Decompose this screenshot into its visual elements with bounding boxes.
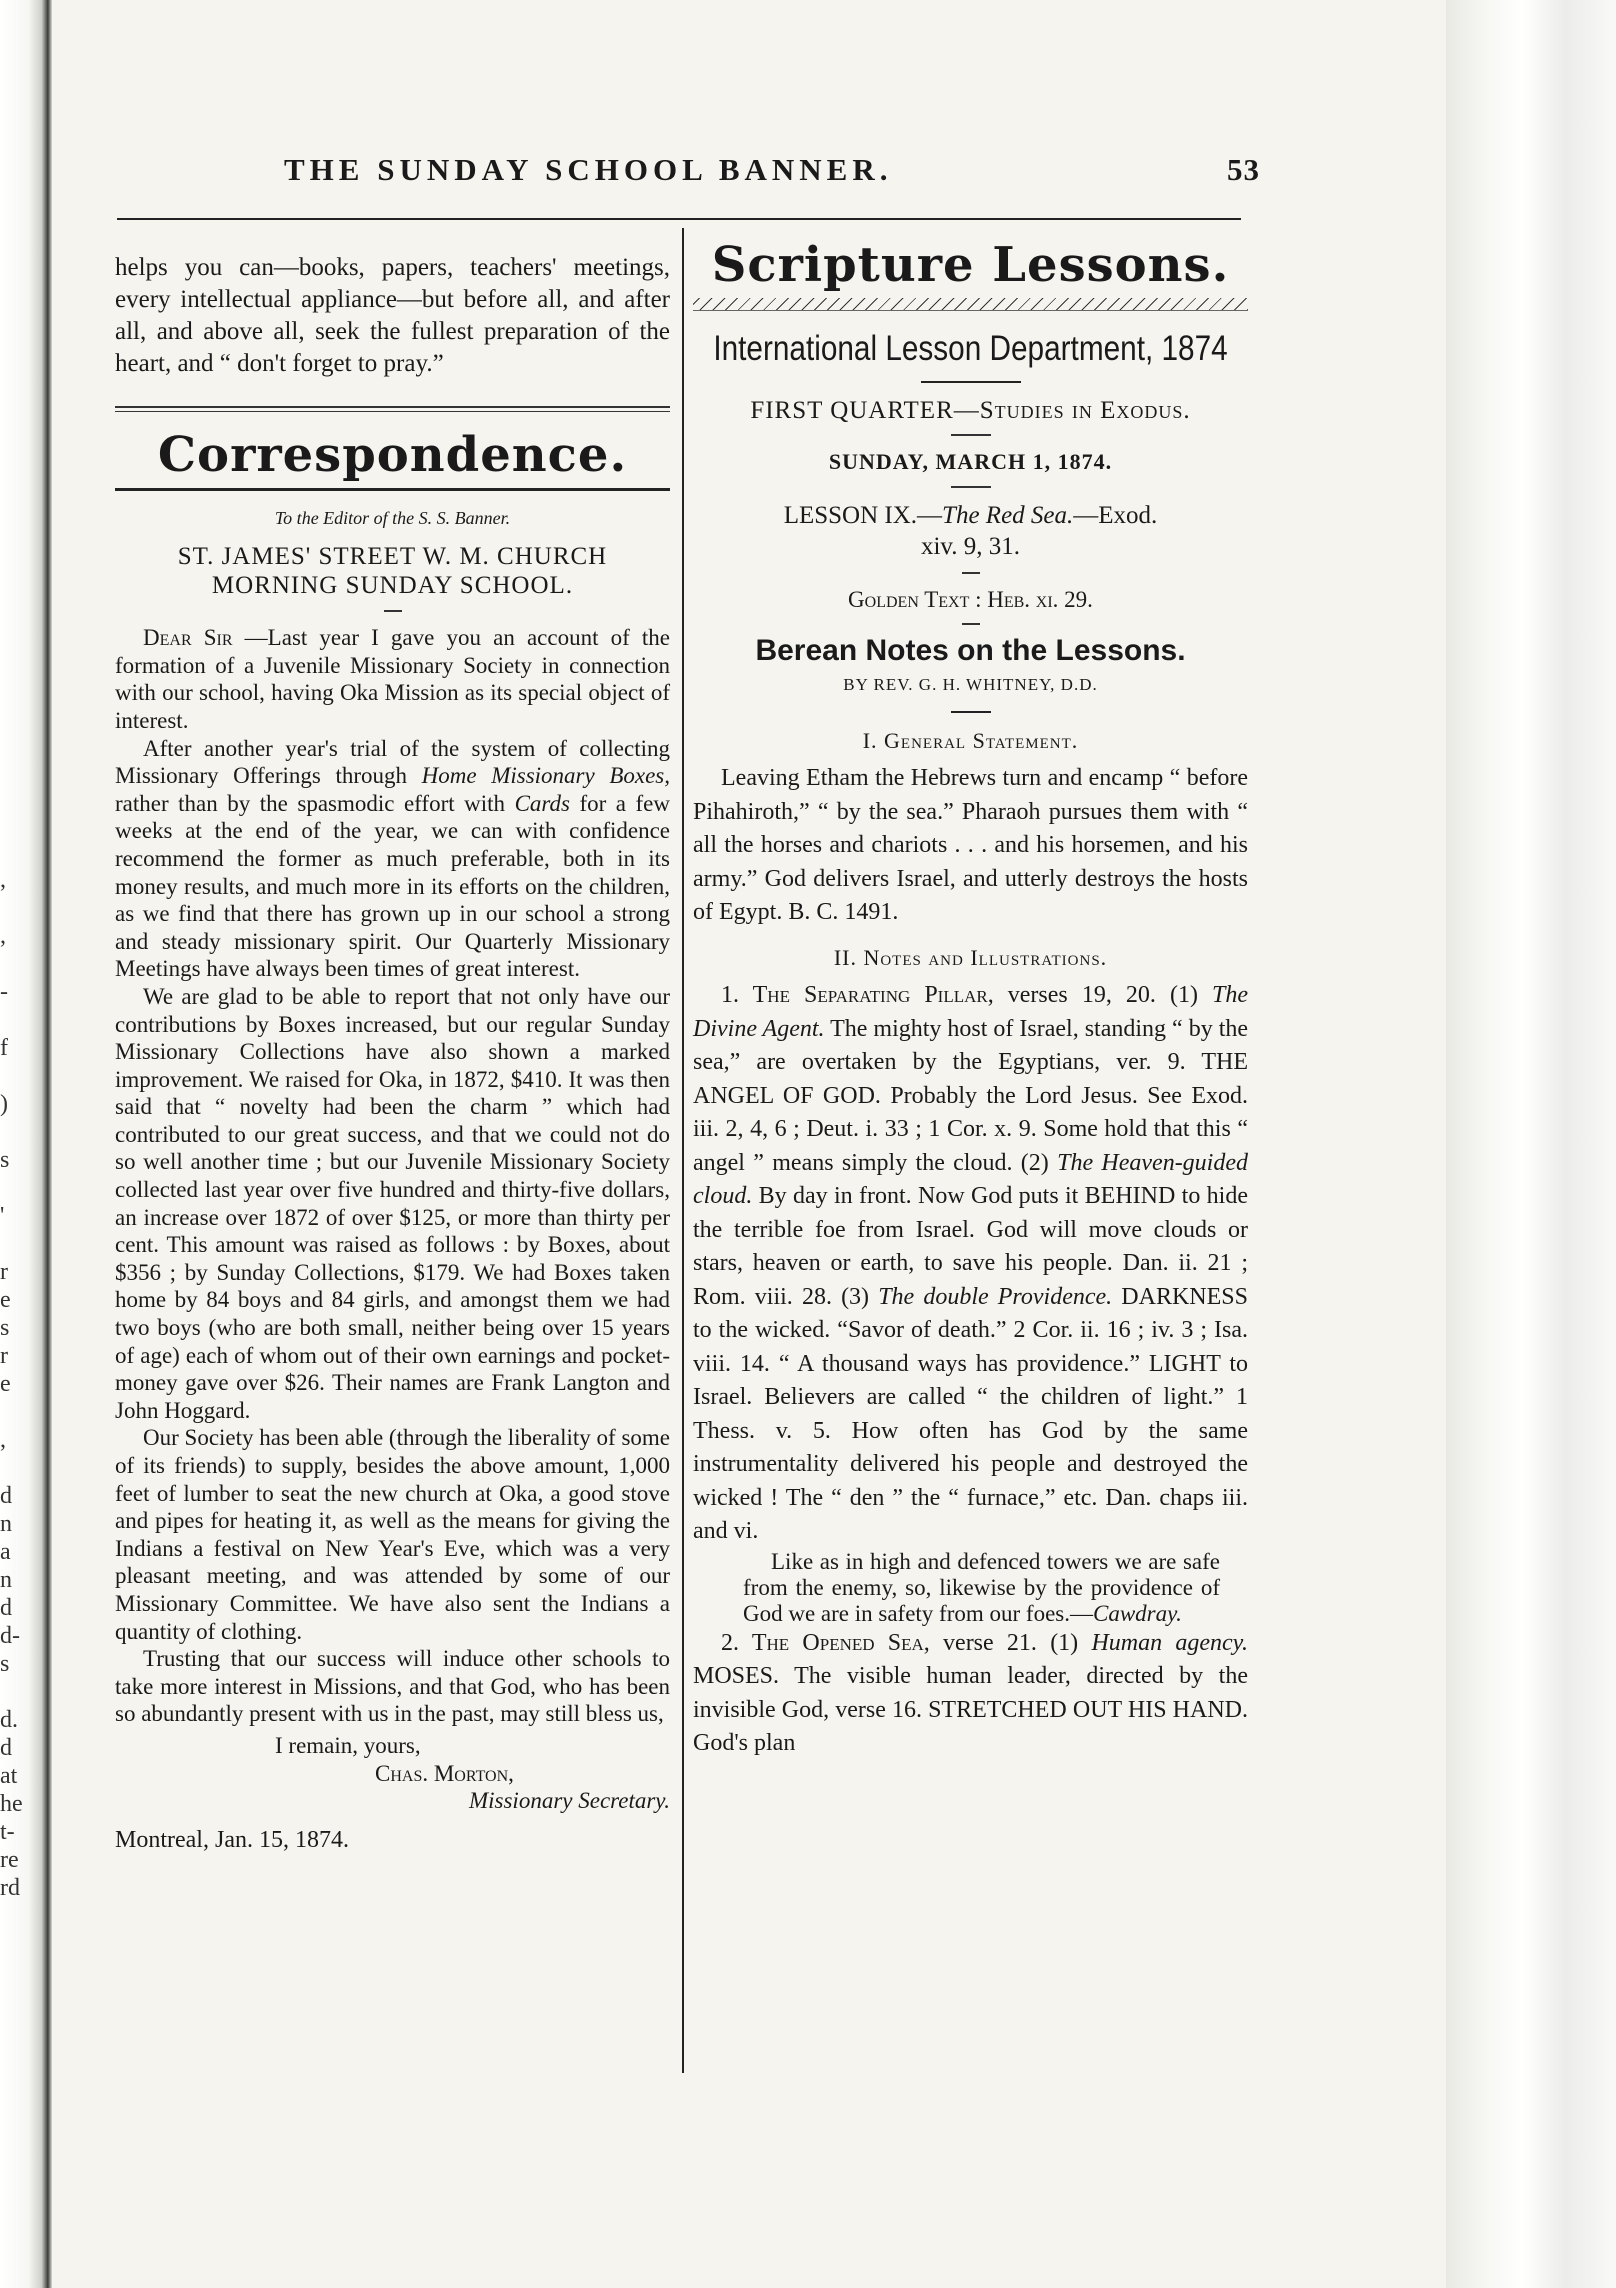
bleed-glyph: s [0, 1651, 10, 1677]
bleed-glyph [0, 530, 18, 558]
bleed-glyph: s [0, 1147, 10, 1173]
quarter-subtitle: —Studies in Exodus. [953, 396, 1191, 424]
intro-paragraph: helps you can—books, papers, teachers' meetings, every intellectual appliance—but before all, and after all, and above all, seek the fullest preparation of the heart, and “ don't forget to pray.” [115, 254, 670, 377]
bleed-glyph: a [0, 1539, 11, 1565]
dash-1 [951, 434, 991, 436]
golden-text: Golden Text : Heb. xi. 29. [848, 586, 1093, 612]
dash-5 [951, 711, 991, 713]
note-2-t1: MOSES. The visible human leader, directed by the invisible God, verse 16. STRETCHED OUT HIS HAND. God's plan [693, 1663, 1248, 1757]
signature: Chas. Morton, [375, 1760, 514, 1786]
bleed-glyph: ) [0, 1091, 8, 1117]
general-statement-text: Leaving Etham the Hebrews turn and encamp “ before Pihahiroth,” “ by the sea.” Pharaoh pursues them with “ all the horses and chariots . . . and his horsemen, and his army.” God delivers Israel, and utterly destroys the hosts of Egypt. B. C. 1491. [693, 765, 1248, 926]
bleed-glyph: at [0, 1763, 18, 1789]
note-1-heading: 1. The Separating Pillar, [721, 982, 994, 1009]
adjacent-page-bleed [0, 110, 23, 2110]
correspondence-heading: Correspondence. [157, 427, 628, 483]
bleed-glyph: n [0, 1511, 12, 1537]
bleed-glyph [0, 1062, 18, 1090]
closing-line: I remain, yours, [275, 1732, 421, 1758]
note-1-em2: The Heaven-guided cloud. [693, 1149, 1249, 1210]
note-1-em1: The Divine Agent. [693, 982, 1249, 1042]
letter-para-2-em2: Cards [514, 790, 570, 816]
bleed-glyph: r [0, 1343, 8, 1369]
note-1 [693, 979, 1248, 1549]
lesson-number: LESSON IX.— [783, 501, 943, 529]
dash-4 [962, 623, 980, 625]
bleed-glyph: re [0, 1847, 19, 1873]
lesson-book: —Exod. [1073, 501, 1158, 529]
quote-author: Cawdray. [1093, 1600, 1182, 1626]
scan-right-edge [1446, 0, 1616, 2288]
bleed-glyph [0, 698, 18, 726]
right-column [693, 237, 1249, 1761]
byline: BY REV. G. H. WHITNEY, D.D. [843, 674, 1098, 694]
bleed-glyph [0, 306, 18, 334]
bleed-glyph: r [0, 1259, 8, 1285]
bleed-glyph: , [0, 1427, 6, 1453]
bleed-glyph [0, 950, 18, 978]
bleed-glyph: e [0, 1371, 11, 1397]
cawdray-quote [693, 1549, 1248, 1627]
page-number: 53 [1227, 152, 1260, 187]
letter-para-2 [115, 735, 670, 983]
bleed-glyph: d [0, 1595, 12, 1621]
bleed-glyph [0, 754, 18, 782]
column-divider [682, 228, 684, 2073]
signature-title: Missionary Secretary. [468, 1788, 670, 1814]
header-title: THE SUNDAY SCHOOL BANNER. [284, 152, 893, 187]
letter-para-2-b: rather than by the spasmodic effort with [115, 790, 515, 816]
bleed-glyph: d [0, 1483, 12, 1509]
bleed-glyph [0, 390, 18, 418]
note-1-t3: DARKNESS to the wicked. “Savor of death.” 2 Cor. ii. 16 ; iv. 3 ; Isa. viii. 14. “ A thousand ways has providence.” LIGHT to Israel. Believers are called “ the children of light.” 1 Thess. v. 5. How often has God by the same instrumentality delivered his people and destroyed the wicked ! The “ den ” the “ furnace,” etc. Dan. chaps iii. and vi. [693, 1283, 1248, 1545]
letter-para-2-a: After another year's trial of the system of collecting Missionary Offerings through [115, 735, 670, 789]
bleed-glyph [0, 474, 18, 502]
letter-para-3: We are glad to be able to report that not only have our contributions by Boxes increased, but our regular Sunday Missionary Collections have also shown a marked improvement. We raised for Oka, in 1872, $410. It was then said that “ novelty had been the charm ” which had contributed to our great success, and that we could not do so well another time ; but our Juvenile Missionary Society collected last year over five hundred and thirty-five dollars, an increase over 1872 of over $125, or more than thirty per cent. This amount was raised as follows : by Boxes, about $356 ; by Sunday Collections, $179. We had Boxes taken home by 84 boys and 84 girls, and amongst them we had two boys (who are both small, neither being over 15 years of age) each of whom out of their own earnings and pocket-money gave over $26. Their names are Frank Langton and John Hoggard. [115, 983, 670, 1423]
department-heading: International Lesson Department, 1874 [713, 328, 1228, 368]
bleed-glyph: ' [0, 1203, 5, 1229]
bleed-glyph [0, 138, 18, 166]
bleed-glyph [0, 362, 18, 390]
bleed-glyph [0, 1118, 18, 1146]
church-line-2: MORNING SUNDAY SCHOOL. [211, 572, 574, 600]
note-2-heading: 2. The Opened Sea, [721, 1629, 930, 1656]
bleed-glyph [0, 278, 18, 306]
bleed-glyph [0, 894, 18, 922]
note-2-ref: verse 21. (1) [929, 1629, 1092, 1656]
bleed-glyph: e [0, 1287, 11, 1313]
bleed-glyph: he [0, 1791, 23, 1817]
bleed-glyph: n [0, 1567, 12, 1593]
bleed-glyph [0, 614, 18, 642]
bleed-glyph [0, 726, 18, 754]
lesson-title [693, 500, 1248, 562]
quote-text: Like as in high and defenced towers we are safe from the enemy, so, likewise by the providence of God we are in safety from our foes.— [743, 1548, 1220, 1626]
bleed-glyph [0, 446, 18, 474]
running-header [230, 152, 1260, 198]
bleed-glyph: t- [0, 1819, 15, 1845]
bleed-glyph [0, 642, 18, 670]
section-rule [115, 488, 670, 491]
letter-para-5: Trusting that our success will induce other schools to take more interest in Missions, and that God, who has been so abundantly present with us in the past, may still bless us, [115, 1646, 670, 1727]
bleed-glyph [0, 586, 18, 614]
bleed-glyph [0, 838, 18, 866]
bleed-glyph [0, 502, 18, 530]
bleed-glyph [0, 670, 18, 698]
quarter-line [693, 397, 1248, 425]
sunday-date: SUNDAY, MARCH 1, 1874. [828, 449, 1113, 475]
bleed-glyph [0, 110, 18, 138]
dash-2 [951, 486, 991, 488]
header-rule [117, 218, 1241, 220]
church-heading [115, 542, 670, 600]
bleed-glyph: d. [0, 1707, 18, 1733]
double-rule [115, 406, 670, 412]
note-2 [693, 1627, 1248, 1761]
bleed-glyph: d- [0, 1623, 20, 1649]
note-2-em1: Human agency. [1091, 1629, 1248, 1656]
berean-notes-heading: Berean Notes on the Lessons. [755, 634, 1186, 668]
quarter-label: FIRST QUARTER [750, 396, 954, 424]
bleed-glyph: f [0, 1035, 8, 1061]
note-1-t1: The mighty host of Israel, standing “ by the sea,” are overtaken by the Egyptians, ver. 9. THE ANGEL OF GOD. Probably the Lord Jesus. See Exod. iii. 2, 4, 6 ; Deut. i. 33 ; 1 Cor. x. 9. Some hold that this “ angel ” means simply the cloud. (2) [693, 1015, 1249, 1176]
lesson-reference: xiv. 9, 31. [920, 532, 1021, 560]
note-1-ref: verses 19, 20. (1) [993, 982, 1213, 1009]
bleed-glyph: d [0, 1735, 12, 1761]
letter-para-2-c: for a few weeks at the end of the year, we can with confidence recommend the former as much preferable, both in its money results, and much more in its efforts on the children, as we find that there has grown up in our school a strong and steady missionary spirit. Our Quarterly Missionary Meetings have always been times of great interest. [115, 790, 670, 982]
to-editor-line: To the Editor of the S. S. Banner. [274, 507, 511, 528]
bleed-glyph [0, 1398, 18, 1426]
bleed-glyph [0, 1006, 18, 1034]
bleed-glyph [0, 1174, 18, 1202]
general-statement-heading: I. General Statement. [862, 727, 1079, 753]
short-dash [384, 610, 402, 612]
left-column [115, 252, 670, 1854]
church-line-1: ST. JAMES' STREET W. M. CHURCH [177, 543, 608, 571]
bleed-glyph: s [0, 1315, 10, 1341]
notes-illustrations-heading: II. Notes and Illustrations. [833, 944, 1108, 970]
bleed-glyph: , [0, 923, 6, 949]
bleed-glyph: , [0, 867, 6, 893]
letter-para-1 [115, 624, 670, 734]
bleed-glyph [0, 782, 18, 810]
note-1-t2: By day in front. Now God puts it BEHIND to hide the terrible foe from Israel. God will move clouds or stars, heaven or earth, to save his people. Dan. ii. 21 ; Rom. viii. 28. (3) [693, 1183, 1248, 1310]
salutation: Dear Sir [143, 625, 233, 651]
bleed-glyph [0, 1230, 18, 1258]
bleed-glyph [0, 558, 18, 586]
lesson-name: The Red Sea. [942, 501, 1074, 529]
bleed-glyph [0, 250, 18, 278]
dateline: Montreal, Jan. 15, 1874. [115, 1826, 349, 1853]
letter-para-1-text: —Last year I gave you an account of the formation of a Juvenile Missionary Society in connection with our school, having Oka Mission as its special object of interest. [115, 625, 671, 733]
rule-1 [921, 381, 1021, 383]
dash-3 [962, 572, 980, 574]
bleed-glyph [0, 1678, 18, 1706]
bleed-glyph [0, 334, 18, 362]
letter-para-2-em1: Home Missionary Boxes, [421, 763, 670, 789]
bleed-glyph [0, 222, 18, 250]
bleed-glyph [0, 166, 18, 194]
note-1-em3: The double Providence. [878, 1283, 1113, 1310]
bleed-glyph [0, 418, 18, 446]
scripture-lessons-heading: Scripture Lessons. [711, 237, 1230, 293]
bleed-glyph: - [0, 979, 8, 1005]
bleed-glyph [0, 194, 18, 222]
bleed-glyph: rd [0, 1875, 20, 1901]
wavy-rule [693, 298, 1248, 311]
letter-para-4: Our Society has been able (through the liberality of some of its friends) to supply, besides the above amount, 1,000 feet of lumber to seat the new church at Oka, a good stove and pipes for heating it, as well as the means for giving the Indians a festival on New Year's Eve, which was a very pleasant meeting, and was attended by some of our Missionary Committee. We have also sent the Indians a quantity of clothing. [115, 1425, 670, 1644]
bleed-glyph [0, 810, 18, 838]
bleed-glyph [0, 1454, 18, 1482]
